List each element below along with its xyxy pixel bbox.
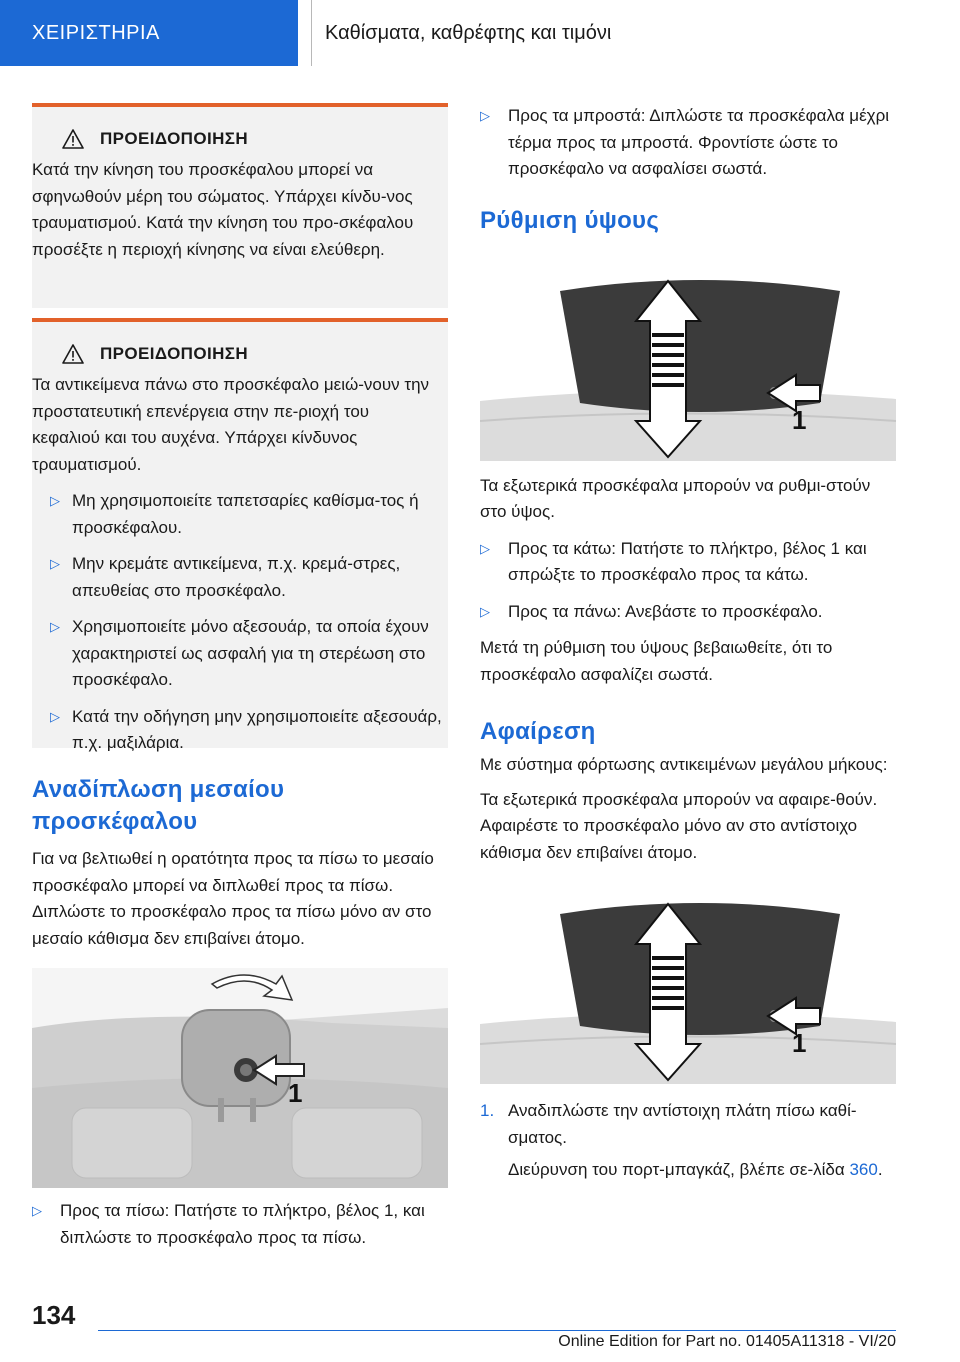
section-title: ΧΕΙΡΙΣΤΗΡΙΑ: [32, 22, 160, 44]
bullet-icon: ▷: [480, 540, 490, 556]
footer-divider: [98, 1330, 896, 1331]
section-tab[interactable]: [0, 0, 298, 66]
warning-title: ΠΡΟΕΙΔΟΠΟΙΗΣΗ: [62, 127, 448, 151]
list-item: ▷ Κατά την οδήγηση μην χρησιμοποιείτε αξεσουάρ, π.χ. μαξιλάρια.: [32, 704, 448, 757]
list-item: 1. Αναδιπλώστε την αντίστοιχη πλάτη πίσω καθί-σματος.: [480, 1098, 896, 1151]
page-number: 134: [32, 1300, 76, 1330]
page-link[interactable]: 360: [849, 1160, 878, 1179]
step-number: 1.: [480, 1101, 495, 1120]
warning-title: ΠΡΟΕΙΔΟΠΟΙΗΣΗ: [62, 342, 448, 366]
remove-headrest-image: [480, 894, 896, 1084]
remove-description: Τα εξωτερικά προσκέφαλα μπορούν να αφαιρε-θούν. Αφαιρέστε το προσκέφαλο μόνο αν στο αντίστοιχο κάθισμα δεν επιβαίνει άτομο.: [480, 789, 878, 862]
headrest-height-illustration: [480, 271, 896, 461]
rear-seat-illustration: [32, 968, 448, 1188]
list-item: ▷ Χρησιμοποιείτε μόνο αξεσουάρ, τα οποία έχουν χαρακτηριστεί ως ασφαλή για τη στερέωση στο προσκέφαλο.: [32, 614, 448, 694]
edition-text: Online Edition for Part no. 01405A11318 - VI/20: [558, 1333, 896, 1350]
header-divider: [311, 0, 312, 66]
list-item: ▷ Προς τα μπροστά: Διπλώστε τα προσκέφαλα μέχρι τέρμα προς τα μπροστά. Φροντίστε ώστε το προσκέφαλο να ασφαλίσει σωστά.: [480, 103, 896, 183]
list-item: ▷ Μη χρησιμοποιείτε ταπετσαρίες καθίσμα-τος ή προσκέφαλου.: [32, 488, 448, 541]
height-note: Μετά τη ρύθμιση του ύψους βεβαιωθείτε, ότι το προσκέφαλο ασφαλίζει σωστά.: [480, 638, 833, 684]
section-heading-fold: Αναδίπλωση μεσαίου προσκέφαλου: [32, 776, 285, 835]
right-column: [480, 103, 896, 1184]
bullet-icon: ▷: [50, 556, 60, 571]
warning-text: Κατά την κίνηση του προσκέφαλου μπορεί να σφηνωθούν μέρη του σώματος. Υπάρχει κίνδυ-νος τραυματισμού. Κατά την κίνηση του προ-σκέφαλου προσέξτε η περιοχή κίνησης να είναι ελεύθερη.: [32, 160, 414, 259]
list-item: ▷ Μην κρεμάτε αντικείμενα, π.χ. κρεμά-στρες, απευθείας στο προσκέφαλο.: [32, 551, 448, 604]
remove-condition: Με σύστημα φόρτωσης αντικειμένων μεγάλου μήκους:: [480, 755, 888, 774]
warning-triangle-icon: [62, 344, 84, 364]
headrest-remove-illustration: [480, 894, 896, 1084]
page-header: [0, 0, 960, 66]
arrow-label: 1: [288, 1078, 303, 1108]
bullet-icon: ▷: [480, 108, 490, 123]
height-headrest-image: [480, 271, 896, 461]
chapter-title: Καθίσματα, καθρέφτης και τιμόνι: [325, 22, 612, 44]
warning-triangle-icon: [62, 129, 84, 149]
bullet-icon: ▷: [32, 1203, 42, 1218]
bullet-icon: ▷: [50, 708, 60, 724]
step1-reference: Διεύρυνση του πορτ-μπαγκάζ, βλέπε σε-λίδα 360.: [508, 1160, 883, 1179]
list-item: ▷ Προς τα πάνω: Ανεβάστε το προσκέφαλο.: [480, 599, 896, 626]
bullet-icon: ▷: [50, 493, 60, 508]
warning-box-1: [32, 103, 448, 308]
fold-description: Για να βελτιωθεί η ορατότητα προς τα πίσω το μεσαίο προσκέφαλο μπορεί να διπλωθεί προς τα πίσω. Διπλώστε το προσκέφαλο προς τα πίσω μόνο αν στο μεσαίο κάθισμα δεν επιβαίνει άτομο.: [32, 849, 434, 948]
section-heading-height: Ρύθμιση ύψους: [480, 206, 660, 234]
bullet-icon: ▷: [480, 603, 490, 619]
left-column: [32, 103, 448, 1251]
height-description: Τα εξωτερικά προσκέφαλα μπορούν να ρυθμι-στούν στο ύψος.: [480, 475, 871, 521]
section-heading-remove: Αφαίρεση: [480, 718, 596, 745]
arrow-label: 1: [792, 404, 807, 435]
list-item: ▷ Προς τα πίσω: Πατήστε το πλήκτρο, βέλος 1, και διπλώστε το προσκέφαλο προς τα πίσω.: [32, 1198, 448, 1251]
warning-box-2: [32, 318, 448, 752]
bullet-icon: ▷: [50, 619, 60, 634]
arrow-label: 1: [792, 1028, 807, 1058]
warning-text: Τα αντικείμενα πάνω στο προσκέφαλο μειώ-νουν την προστατευτική επενέργεια στην πε-ριοχή του κεφαλιού και του αυχένα. Υπάρχει κίνδυνος τραυματισμού.: [32, 375, 430, 474]
list-item: ▷ Προς τα κάτω: Πατήστε το πλήκτρο, βέλος 1 και σπρώξτε το προσκέφαλο προς τα κάτω.: [480, 536, 896, 589]
fold-headrest-image: [32, 968, 448, 1188]
